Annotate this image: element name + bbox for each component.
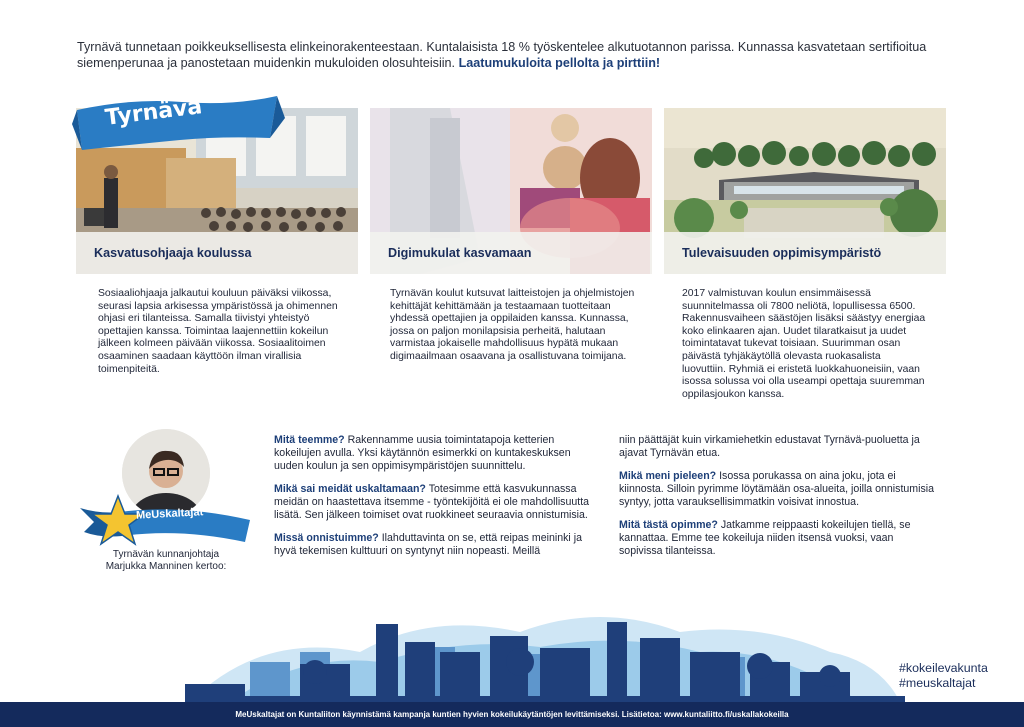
qa-item <box>274 434 594 473</box>
qa-question: Missä onnistuimme? <box>274 532 379 544</box>
card-text: 2017 valmistuvan koulun ensimmäisessä suunnitelmassa oli 7800 neliötä, lopullisessa 6500. Rakennusvaiheen säästöjen lisäksi säästyy energiaa koko elinkaaren ajan. Uudet tilaratkaisut ja uudet toimintatavat tukevat toisiaan. Suurimman osan päivästä tyhjäkäytöllä olevasta ruokasalista luovuttiin. Ryhmiä ei eristetä luokkahuoneisiin, vaan isossa solussa voi olla useampi opettaja suuremman oppilasjoukon kanssa. <box>682 288 926 400</box>
hashtag: #kokeilevakunta <box>899 661 988 675</box>
town-skyline-illustration <box>0 592 1024 702</box>
qa-answer: Rakennamme uusia toimintatapoja ketterien kokeilujen avulla. Yksi käytännön esimerkki on kuntakeskuksen uuden koulun ja sen oppimisympäristöjen suunnittelu. <box>274 434 571 472</box>
card-title: Kasvatusohjaaja koulussa <box>76 232 358 274</box>
card-text: Tyrnävän koulut kutsuvat laitteistojen ja ohjelmistojen kehittäjät kehittämään ja testaamaan tuotteitaan yhdessä opettajien ja oppilaiden kanssa. Kunnassa, jossa on paljon monilapsisia perheitä, halutaan varmistaa jokaiselle mahdollisuus hypätä mukaan digimaailmaan osaavana ja osallistuvana toimijana. <box>390 288 635 362</box>
qa-item <box>619 470 939 509</box>
qa-question: Mikä sai meidät uskaltamaan? <box>274 483 426 495</box>
qa-item <box>619 519 939 558</box>
meuskaltajat-badge <box>80 494 255 554</box>
qa-column-right <box>619 434 939 568</box>
qa-answer: Totesimme että kasvukunnassa meidän on haastettava itsemme - työntekijöitä ei ole mahdollisuutta lisätä. Sen jälkeen toimiset ovat ruokkineet seuraavia onnistumisia. <box>274 483 590 521</box>
qa-continuation: niin päättäjät kuin virkamiehetkin edustavat Tyrnävä-puoluetta ja ajavat Tyrnävän etua. <box>619 434 920 459</box>
card-text: Sosiaaliohjaaja jalkautui kouluun päiväksi viikossa, seurasi lapsia arkisessa ympäristössä ja ohimennen ohjasi eri tilanteissa. Samalla tiivistyi yhteistyö opettajien kanssa. Toimintaa laajennettiin kokeilun jälkeen kolmeen päivään viikossa. Sosiaalitoimen osaaminen saadaan käyttöön ilman virallisia toimenpiteitä. <box>98 288 338 375</box>
qa-item <box>274 483 594 522</box>
portrait-caption: Tyrnävän kunnanjohtaja Marjukka Manninen kertoo: <box>105 549 227 572</box>
intro-highlight: Laatumukuloita pellolta ja pirttiin! <box>458 56 661 70</box>
footer-text: MeUskaltajat on Kuntaliiton käynnistämä kampanja kuntien hyvien kokeilukäytäntöjen levittämiseksi. Lisätietoa: www.kuntaliitto.fi/uskallakokeilla <box>235 710 789 719</box>
qa-item <box>274 532 594 558</box>
ribbon-label: Tyrnävä <box>103 94 204 131</box>
intro-text: Tyrnävä tunnetaan poikkeuksellisesta elinkeinorakenteestaan. Kuntalaisista 18 % työskentelee alkutuotannon parissa. Kunnassa kasvatetaan sertifioitua siemenperunaa ja panostetaan muidenkin mukuloiden olosuhteisiin. <box>77 40 927 70</box>
hashtags <box>899 661 988 691</box>
qa-answer: Jatkamme reippaasti kokeilujen tiellä, se kannattaa. Emme tee kokeiluja niiden itsensä vuoksi, vaan sopivissa tilanteissa. <box>619 519 911 557</box>
card-title: Digimukulat kasvamaan <box>370 232 652 274</box>
card-title: Tulevaisuuden oppimisympäristö <box>664 232 946 274</box>
qa-answer: Isossa porukassa on aina joku, jota ei kiinnosta. Silloin pyrimme löytämään osa-alueita, joilla onnistumisia syntyy, jotta varauksellisimmatkin voisivat innostua. <box>619 470 935 508</box>
qa-answer: Ilahduttavinta on se, että reipas meininki ja hyvä tekemisen kulttuuri on syntynyt niin nopeasti. Meillä <box>274 532 582 557</box>
hashtag: #meuskaltajat <box>899 676 976 690</box>
footer-bar <box>0 702 1024 727</box>
intro-paragraph <box>77 39 957 71</box>
qa-question: Mikä meni pieleen? <box>619 470 717 482</box>
qa-question: Mitä teemme? <box>274 434 345 446</box>
card-digi-photo <box>370 108 652 274</box>
qa-question: Mitä tästä opimme? <box>619 519 718 531</box>
card-building-photo <box>664 108 946 274</box>
qa-column-left <box>274 434 594 568</box>
badge-label: MeUskaltajat <box>135 506 204 522</box>
